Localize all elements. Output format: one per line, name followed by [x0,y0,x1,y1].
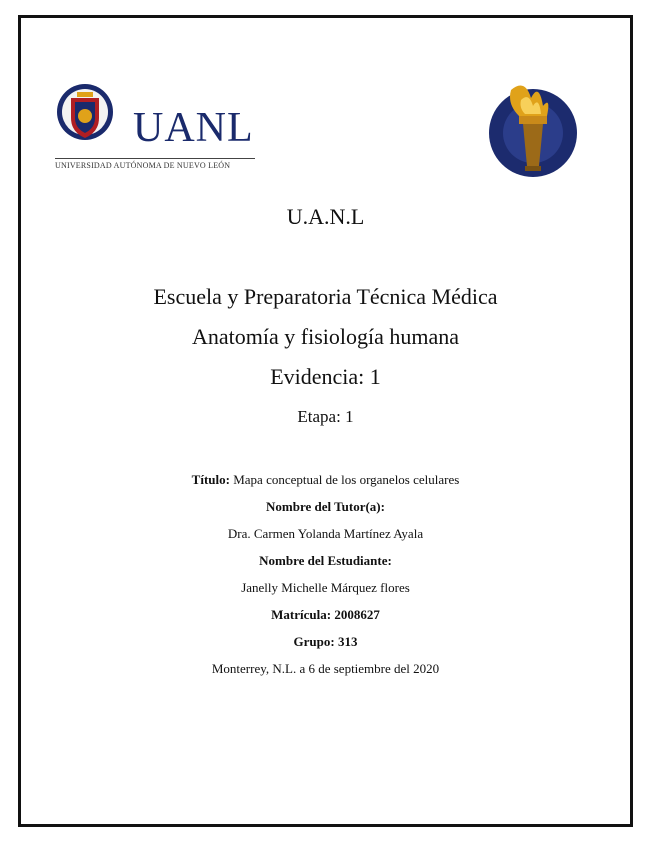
subject-name: Anatomía y fisiología humana [192,324,459,349]
tutor-name: Dra. Carmen Yolanda Martínez Ayala [227,526,424,541]
logo-divider [55,158,255,159]
university-name: U.A.N.L [286,204,365,229]
student-label: Nombre del Estudiante: [259,553,392,568]
torch-emblem-icon [481,78,581,183]
school-logo [481,78,581,188]
cover-page-frame [18,15,633,827]
title-value: Mapa conceptual de los organelos celulares [233,472,460,487]
uanl-shield-icon [55,80,115,150]
uanl-subtitle: UNIVERSIDAD AUTÓNOMA DE NUEVO LEÓN [55,161,231,170]
tutor-label: Nombre del Tutor(a): [266,499,385,514]
school-name: Escuela y Preparatoria Técnica Médica [153,284,498,309]
title-line [21,472,630,488]
evidence-number: Evidencia: 1 [270,364,381,389]
stage-number: Etapa: 1 [297,407,354,426]
title-label: Título: [191,472,230,487]
place-date: Monterrey, N.L. a 6 de septiembre del 2020 [211,661,440,676]
group: Grupo: 313 [293,634,358,649]
uanl-wordmark: UANL [133,105,254,151]
student-name: Janelly Michelle Márquez flores [241,580,410,595]
uanl-logo [55,80,255,180]
matricula: Matrícula: 2008627 [271,607,380,622]
